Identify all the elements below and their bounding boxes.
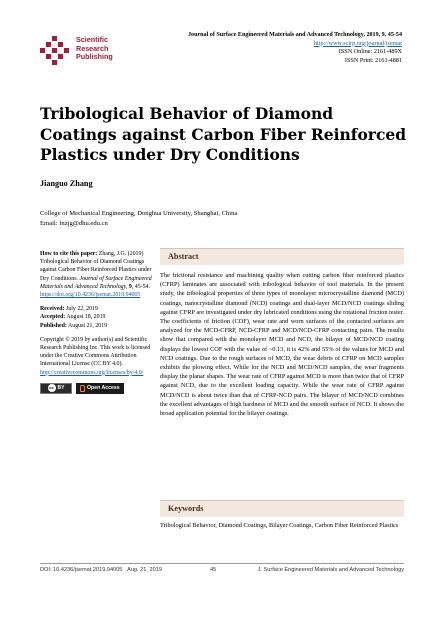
keywords-text: Tribological Behavior, Diamond Coatings, Bilayer Coatings, Carbon Fiber Reinforced Plastics bbox=[160, 522, 399, 529]
journal-citation: Journal of Surface Engineered Materials and Advanced Technology, 2019, 9, 45-54 bbox=[187, 32, 402, 38]
footer-journal: J. Surface Engineered Materials and Advanced Technology bbox=[257, 567, 404, 573]
abstract-section bbox=[160, 248, 404, 470]
published-date: August 21, 2019 bbox=[68, 322, 108, 329]
publisher-logo bbox=[40, 34, 160, 68]
keywords-heading: Keywords bbox=[160, 501, 404, 517]
author-email: Email: fnzjg@dhu.edu.cn bbox=[40, 220, 108, 227]
copyright-text: Copyright © 2019 by author(s) and Scientific Research Publishing Inc. This work is licensed under the Creative Commons Attribution International License (CC BY 4.0). bbox=[40, 336, 151, 368]
published-label: Published: bbox=[40, 322, 67, 329]
footer-doi: DOI: 10.4236/jsemat.2019.94005 bbox=[40, 567, 123, 573]
keywords-section bbox=[160, 500, 404, 530]
open-access-badge bbox=[76, 383, 124, 394]
accepted-date: August 18, 2019 bbox=[66, 314, 106, 321]
cc-by-badge[interactable] bbox=[40, 383, 72, 394]
cc-by-label: BY bbox=[57, 385, 65, 392]
publisher-logo-mark-icon bbox=[40, 36, 70, 66]
journal-url-link[interactable]: http://www.scirp.org/journal/jsemat bbox=[313, 39, 402, 47]
cc-icon: cc bbox=[48, 384, 56, 392]
open-access-label: Open Access bbox=[87, 385, 120, 392]
copyright-block bbox=[40, 336, 154, 377]
cite-text: Zhang, J.G. (2019) Tribological Behavior of Diamond Coatings against Carbon Fiber Reinforced Plastics under Dry Conditions. bbox=[40, 251, 152, 282]
footer-date: Aug. 21, 2019 bbox=[127, 567, 162, 573]
license-link[interactable]: http://creativecommons.org/licenses/by/4.0/ bbox=[40, 369, 144, 376]
dates-block bbox=[40, 305, 154, 330]
cite-volume: 9 bbox=[128, 283, 132, 290]
footer-divider bbox=[40, 563, 404, 564]
author-affiliation bbox=[40, 209, 237, 229]
cite-block bbox=[40, 250, 154, 299]
accepted-label: Accepted: bbox=[40, 314, 66, 321]
article-title: Tribological Behavior of Diamond Coatings against Carbon Fiber Reinforced Plastics under Dry Conditions bbox=[40, 104, 407, 164]
article-author: Jianguo Zhang bbox=[40, 179, 93, 188]
abstract-text: The frictional resistance and machining quality when cutting carbon fiber reinforced plastics (CFRP) laminates are associated with tribological behavior of tool materials. In the present study, the tribological properties of three types of monolayer microcrystalline diamond (MCD) coatings, nanocrystalline diamond (NCD) coatings and dual-layer MCD/NCD coatings sliding against CFRP are investigated under dry lubricated conditions using the rotational friction tester. The coefficients of friction (COF), wear rate and worn surfaces of the contacted surfaces are analyzed for the MCD-CFRP, NCD-CFRP and MCD/NCD-CFRP contacting pairs. The results show that compared with the monolayer MCD and NCD, the bilayer of MCD/NCD coating displays the lowest COF with the value of ~0.13, it is 42% and 55% of the values for MCD and NCD coatings. Due to the rough surfaces of MCD, the wear debris of CFRP on MCD samples exhibits the plowing effect. While for the NCD and MCD/NCD samples, the wear fragments display the planar shapes. The wear rate of CFRP against MCD is more than twice that of CFRP against NCD, due to the excellent loading capacity. While the wear rate of CFRP against MCD/NCD is about twice than that of CFRP-NCD pairs. The bilayer of MCD/NCD combines the excellent advantages of high hardness of MCD and the smooth surface of NCD. It shows the broad application potential for the bilayer coatings. bbox=[160, 272, 404, 418]
doi-link[interactable]: https://doi.org/10.4236/jsemat.2019.94005 bbox=[40, 292, 141, 299]
footer-doi-date bbox=[40, 567, 162, 573]
cite-label: How to cite this paper: bbox=[40, 251, 98, 257]
abstract-heading: Abstract bbox=[160, 249, 404, 265]
page-number: 45 bbox=[210, 567, 217, 573]
received-label: Received: bbox=[40, 306, 65, 313]
received-date: July 22, 2019 bbox=[66, 306, 98, 313]
affiliation-text: College of Mechanical Engineering, Donghua University, Shanghai, China bbox=[40, 210, 238, 217]
cite-pages: , 45-54. bbox=[131, 283, 150, 290]
issn-online: ISSN Online: 2161-489X bbox=[338, 48, 402, 56]
open-lock-icon bbox=[80, 385, 85, 392]
cite-journal: Journal of Surface Engineered Materials and Advanced Technology, bbox=[40, 275, 152, 290]
issn-print: ISSN Print: 2161-4881 bbox=[344, 57, 402, 65]
article-sidebar bbox=[40, 250, 154, 394]
journal-header bbox=[152, 31, 402, 66]
publisher-logo-text: Scientific Research Publishing bbox=[76, 35, 113, 62]
license-badges bbox=[40, 383, 154, 394]
